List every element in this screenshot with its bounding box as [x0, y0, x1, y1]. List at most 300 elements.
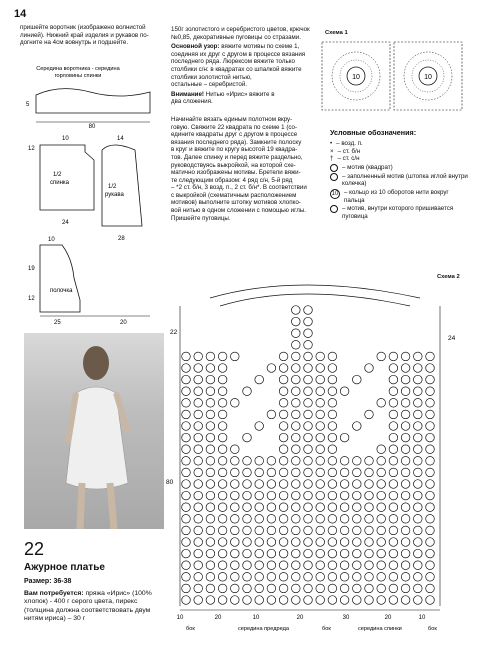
- motif-circle: [328, 549, 337, 558]
- motif-circle: [353, 596, 362, 605]
- motif-circle: [279, 538, 288, 547]
- motif-circle: [377, 596, 386, 605]
- motif-circle: [206, 538, 215, 547]
- attention-line: два сложения.: [171, 98, 213, 106]
- motif-circle: [292, 503, 301, 512]
- motif-circle: [255, 526, 264, 535]
- dress-silhouette: [24, 333, 164, 529]
- motif-circle: [304, 445, 313, 454]
- legend-title: Условные обозначения:: [330, 128, 417, 137]
- motif-circle: [292, 561, 301, 570]
- motif-circle: [206, 573, 215, 582]
- motif-circle: [340, 584, 349, 593]
- motif-circle: [231, 538, 240, 547]
- motif-circle: [328, 364, 337, 373]
- motif-circle: [328, 410, 337, 419]
- motif-circle: [353, 480, 362, 489]
- motif-circle: [401, 422, 410, 431]
- motif-circle: [194, 584, 203, 593]
- motif-circle: [292, 445, 301, 454]
- motif-circle: [255, 549, 264, 558]
- model-size: Размер: 36-38: [24, 578, 72, 585]
- motif-circle: [292, 364, 301, 373]
- motif-circle: [389, 410, 398, 419]
- description-line: с выкройкой (схематичным расположением: [171, 191, 297, 199]
- motif-circle: [377, 526, 386, 535]
- attention-label: Внимание!: [171, 90, 204, 98]
- motif-circle: [353, 561, 362, 570]
- motif-circle: [316, 503, 325, 512]
- motif-circle: [292, 399, 301, 408]
- motif-circle: [304, 329, 313, 338]
- scheme1-diagram: [318, 38, 468, 118]
- motif-circle: [292, 341, 301, 350]
- motif-circle: [182, 526, 191, 535]
- motif-circle: [316, 596, 325, 605]
- motif-circle: [316, 422, 325, 431]
- scheme1-title: Схема 1: [325, 30, 348, 36]
- motif-circle: [389, 422, 398, 431]
- main-pattern-line: последнего ряда. Люрексом вяжите только: [171, 58, 295, 66]
- motif-circle: [218, 491, 227, 500]
- motif-circle: [206, 503, 215, 512]
- motif-circle: [206, 468, 215, 477]
- motif-circle: [267, 561, 276, 570]
- motif-circle: [267, 503, 276, 512]
- motif-circle: [279, 399, 288, 408]
- motif-circle: [279, 352, 288, 361]
- motif-circle: [292, 468, 301, 477]
- motif-circle: [182, 584, 191, 593]
- motif-circle: [218, 549, 227, 558]
- motif-circle: [243, 526, 252, 535]
- motif-circle: [316, 410, 325, 419]
- description-line: вой нитью в одном сложении с помощью иглы.: [171, 207, 306, 215]
- motif-circle: [218, 503, 227, 512]
- motif-circle: [304, 306, 313, 315]
- motif-circle: [292, 549, 301, 558]
- motif-icon: [330, 164, 338, 172]
- side-label: бок: [186, 626, 195, 632]
- motif-circle: [414, 480, 423, 489]
- motif-circle: [206, 364, 215, 373]
- front-side1: 19: [28, 266, 35, 272]
- motif-circle: [389, 538, 398, 547]
- motif-grid: [182, 306, 435, 605]
- materials-label: Вам потребуется:: [24, 590, 84, 597]
- motif-circle: [365, 573, 374, 582]
- motif-circle: [194, 364, 203, 373]
- motif-circle: [267, 515, 276, 524]
- motif-circle: [194, 503, 203, 512]
- motif-circle: [316, 352, 325, 361]
- motif-circle: [267, 584, 276, 593]
- motif-circle: [182, 399, 191, 408]
- motif-circle: [426, 549, 435, 558]
- motif-circle: [377, 584, 386, 593]
- legend-item: † – ст. с/н: [330, 155, 360, 163]
- motif-circle: [328, 445, 337, 454]
- motif-circle: [414, 526, 423, 535]
- motif-circle: [377, 468, 386, 477]
- motif-circle: [328, 584, 337, 593]
- motif-circle: [267, 364, 276, 373]
- intro-line: догните на 4см вовнутрь и подшейте.: [20, 39, 129, 47]
- motif-circle: [426, 410, 435, 419]
- motif-circle: [401, 457, 410, 466]
- motif-circle: [194, 573, 203, 582]
- page-number: 14: [14, 8, 27, 20]
- motif-circle: [279, 433, 288, 442]
- motif-circle: [279, 375, 288, 384]
- dim-top-left: 22: [170, 329, 178, 336]
- tick-label: 10: [176, 615, 184, 621]
- motif-circle: [340, 515, 349, 524]
- motif-circle: [231, 573, 240, 582]
- motif-circle: [267, 538, 276, 547]
- motif-number: 10: [352, 74, 360, 81]
- motif-circle: [328, 538, 337, 547]
- motif-circle: [267, 468, 276, 477]
- motif-circle: [218, 480, 227, 489]
- motif-circle: [340, 433, 349, 442]
- motif-circle: [426, 538, 435, 547]
- motif-circle: [377, 399, 386, 408]
- motif-circle: [426, 352, 435, 361]
- chain-icon: •: [330, 140, 333, 147]
- motif-circle: [328, 457, 337, 466]
- motif-circle: [401, 561, 410, 570]
- materials-text: пряжа «Ирис» (100% хлопок) - 400 г серого цвета, пирекс (толщина должна соответствовать двум нитям ириса) – 30 г: [24, 590, 152, 623]
- motif-circle: [243, 596, 252, 605]
- motif-circle: [267, 573, 276, 582]
- motif-circle: [414, 549, 423, 558]
- motif-circle: [182, 422, 191, 431]
- motif-circle: [426, 526, 435, 535]
- motif-circle: [316, 375, 325, 384]
- motif-circle: [218, 584, 227, 593]
- motif-circle: [182, 538, 191, 547]
- motif-circle: [426, 573, 435, 582]
- motif-circle: [279, 526, 288, 535]
- motif-circle: [292, 515, 301, 524]
- motif-circle: [316, 584, 325, 593]
- motif-circle: [206, 515, 215, 524]
- intro-material-line: №0,85, декоративные пуговицы со стразами.: [171, 33, 301, 41]
- motif-circle: [377, 549, 386, 558]
- motif-circle: [304, 549, 313, 558]
- materials-block: [24, 590, 162, 624]
- motif-circle: [328, 399, 337, 408]
- motif-circle: [316, 445, 325, 454]
- main-pattern-line: остальные – серебристой.: [171, 81, 248, 89]
- motif-circle: [353, 375, 362, 384]
- motif-circle: [218, 387, 227, 396]
- motif-circle: [414, 561, 423, 570]
- motif-circle: [218, 352, 227, 361]
- motif-circle: [426, 387, 435, 396]
- motif-circle: [218, 515, 227, 524]
- motif-circle: [206, 399, 215, 408]
- motif-circle: [377, 352, 386, 361]
- description-line: матично изображены мотивы. Бретели вяжи-: [171, 169, 301, 177]
- motif-circle: [292, 596, 301, 605]
- motif-circle: [292, 584, 301, 593]
- motif-circle: [389, 375, 398, 384]
- motif-circle: [292, 306, 301, 315]
- intro-line: линией). Нижний край изделия и рукавов по-: [20, 31, 149, 39]
- motif-circle: [401, 538, 410, 547]
- motif-circle: [316, 433, 325, 442]
- motif-circle: [353, 515, 362, 524]
- collar-title-1: Середина воротника - середина: [36, 66, 120, 72]
- side-label: бок: [428, 626, 437, 632]
- motif-circle: [218, 433, 227, 442]
- intro-line: пришейте воротник (изображено волнистой: [20, 24, 146, 31]
- motif-circle: [279, 387, 288, 396]
- motif-circle: [340, 503, 349, 512]
- motif-circle: [182, 491, 191, 500]
- motif-circle: [426, 375, 435, 384]
- attention-line: Нитью «Ирис» вяжите в: [205, 90, 275, 98]
- motif-circle: [328, 433, 337, 442]
- tick-label: 10: [252, 615, 260, 621]
- motif-circle: [231, 561, 240, 570]
- motif-circle: [231, 515, 240, 524]
- motif-circle: [231, 468, 240, 477]
- motif-circle: [414, 352, 423, 361]
- ring-icon: 10: [331, 190, 339, 197]
- middle-text-column: [171, 26, 311, 222]
- motif-circle: [328, 480, 337, 489]
- motif-circle: [231, 503, 240, 512]
- motif-circle: [426, 491, 435, 500]
- legend-item: – мотив, внутри которого пришивается пуговица: [330, 205, 470, 220]
- motif-circle: [426, 596, 435, 605]
- legend-item: – заполненный мотив (штопка иглой внутри колечка): [330, 173, 470, 188]
- motif-circle: [206, 584, 215, 593]
- motif-circle: [194, 526, 203, 535]
- motif-circle: [206, 445, 215, 454]
- motif-circle: [340, 468, 349, 477]
- motif-circle: [206, 596, 215, 605]
- motif-circle: [304, 410, 313, 419]
- tick-label: 20: [296, 615, 304, 621]
- main-pattern-line: вяжите мотивы по схеме 1,: [221, 43, 300, 51]
- motif-circle: [267, 526, 276, 535]
- motif-circle: [206, 422, 215, 431]
- motif-circle: [218, 364, 227, 373]
- motif-circle: [316, 491, 325, 500]
- motif-circle: [292, 457, 301, 466]
- motif-circle: [353, 503, 362, 512]
- motif-circle: [426, 422, 435, 431]
- motif-circle: [255, 584, 264, 593]
- motif-circle: [389, 561, 398, 570]
- motif-circle: [304, 503, 313, 512]
- motif-circle: [304, 526, 313, 535]
- motif-circle: [243, 387, 252, 396]
- motif-circle: [316, 399, 325, 408]
- motif-circle: [377, 515, 386, 524]
- motif-circle: [316, 468, 325, 477]
- motif-circle: [292, 433, 301, 442]
- motif-circle: [304, 538, 313, 547]
- motif-circle: [218, 375, 227, 384]
- motif-number: 10: [424, 74, 432, 81]
- motif-circle: [389, 457, 398, 466]
- motif-circle: [279, 410, 288, 419]
- motif-circle: [243, 468, 252, 477]
- motif-circle: [365, 596, 374, 605]
- model-photo: [24, 333, 164, 529]
- description-line: тов. Далее спинку и перед вяжите раздельно,: [171, 153, 303, 161]
- motif-circle: [304, 561, 313, 570]
- motif-circle: [377, 445, 386, 454]
- motif-circle: [389, 399, 398, 408]
- sleeve-top: 14: [117, 136, 124, 142]
- legend: [330, 128, 470, 220]
- motif-circle: [304, 364, 313, 373]
- motif-circle: [194, 468, 203, 477]
- motif-circle: [414, 433, 423, 442]
- motif-circle: [401, 584, 410, 593]
- motif-circle: [401, 503, 410, 512]
- motif-circle: [365, 549, 374, 558]
- motif-circle: [182, 549, 191, 558]
- dim-right: 24: [448, 335, 456, 342]
- motif-circle: [292, 480, 301, 489]
- motif-circle: [377, 561, 386, 570]
- motif-circle: [328, 526, 337, 535]
- motif-circle: [267, 549, 276, 558]
- motif-circle: [401, 364, 410, 373]
- motif-circle: [304, 480, 313, 489]
- tick-label: 30: [342, 615, 350, 621]
- motif-circle: [414, 445, 423, 454]
- motif-circle: [206, 433, 215, 442]
- double-crochet-icon: †: [330, 155, 334, 163]
- motif-circle: [365, 410, 374, 419]
- motif-circle: [292, 422, 301, 431]
- legend-item: 10 – кольцо из 10 оборотов нити вокруг пальца: [331, 188, 449, 204]
- motif-circle: [328, 375, 337, 384]
- front-label: полочка: [50, 288, 73, 294]
- motif-circle: [365, 526, 374, 535]
- legend-item: • – возд. п.: [330, 140, 363, 147]
- front-side2: 12: [28, 296, 35, 302]
- motif-circle: [353, 457, 362, 466]
- motif-circle: [389, 515, 398, 524]
- motif-circle: [255, 596, 264, 605]
- motif-circle: [292, 573, 301, 582]
- motif-circle: [340, 491, 349, 500]
- motif-circle: [243, 584, 252, 593]
- motif-circle: [182, 573, 191, 582]
- motif-circle: [206, 387, 215, 396]
- motif-circle: [231, 596, 240, 605]
- sleeve-half: 1/2: [108, 184, 117, 190]
- motif-circle: [255, 375, 264, 384]
- motif-circle: [426, 433, 435, 442]
- motif-circle: [255, 573, 264, 582]
- motif-circle: [389, 503, 398, 512]
- motif-circle: [328, 352, 337, 361]
- motif-circle: [194, 387, 203, 396]
- motif-circle: [365, 515, 374, 524]
- motif-circle: [218, 561, 227, 570]
- motif-circle: [194, 515, 203, 524]
- motif-circle: [426, 468, 435, 477]
- motif-circle: [292, 317, 301, 326]
- motif-circle: [377, 457, 386, 466]
- motif-circle: [389, 352, 398, 361]
- motif-circle: [340, 561, 349, 570]
- motif-circle: [316, 561, 325, 570]
- description-line: говую. Свяжите 22 квадрата по схеме 1 (со-: [171, 123, 298, 131]
- motif-circle: [426, 457, 435, 466]
- front-bottom1: 25: [54, 320, 61, 326]
- motif-circle: [304, 317, 313, 326]
- motif-circle: [304, 596, 313, 605]
- motif-circle: [194, 445, 203, 454]
- motif-circle: [316, 364, 325, 373]
- motif-circle: [316, 549, 325, 558]
- motif-circle: [414, 596, 423, 605]
- motif-circle: [255, 491, 264, 500]
- motif-circle: [218, 573, 227, 582]
- motif-circle: [365, 480, 374, 489]
- motif-circle: [389, 573, 398, 582]
- motif-circle: [292, 410, 301, 419]
- motif-circle: [389, 596, 398, 605]
- motif-circle: [243, 573, 252, 582]
- motif-circle: [426, 515, 435, 524]
- description-line: руководствуясь выкройкой, на которой схе-: [171, 161, 296, 169]
- motif-circle: [340, 457, 349, 466]
- main-pattern-line: соединяя их друг с другом в процессе вязания: [171, 50, 306, 58]
- motif-circle: [194, 433, 203, 442]
- motif-circle: [389, 433, 398, 442]
- motif-circle: [414, 503, 423, 512]
- motif-circle: [304, 387, 313, 396]
- motif-circle: [328, 387, 337, 396]
- motif-circle: [194, 410, 203, 419]
- motif-circle: [231, 445, 240, 454]
- motif-circle: [231, 526, 240, 535]
- motif-circle: [267, 480, 276, 489]
- motif-circle: [279, 457, 288, 466]
- motif-circle: [231, 352, 240, 361]
- model-number: 22: [24, 539, 45, 559]
- motif-circle: [182, 596, 191, 605]
- pattern-diagrams: [0, 0, 170, 330]
- motif-circle: [340, 573, 349, 582]
- motif-circle: [267, 457, 276, 466]
- motif-circle: [292, 538, 301, 547]
- motif-circle: [401, 352, 410, 361]
- motif-circle: [365, 457, 374, 466]
- motif-circle: [206, 561, 215, 570]
- motif-circle: [292, 375, 301, 384]
- motif-circle: [292, 491, 301, 500]
- tick-label: 20: [214, 615, 222, 621]
- motif-circle: [401, 433, 410, 442]
- motif-circle: [182, 561, 191, 570]
- motif-circle: [194, 596, 203, 605]
- motif-circle: [304, 375, 313, 384]
- motif-circle: [182, 375, 191, 384]
